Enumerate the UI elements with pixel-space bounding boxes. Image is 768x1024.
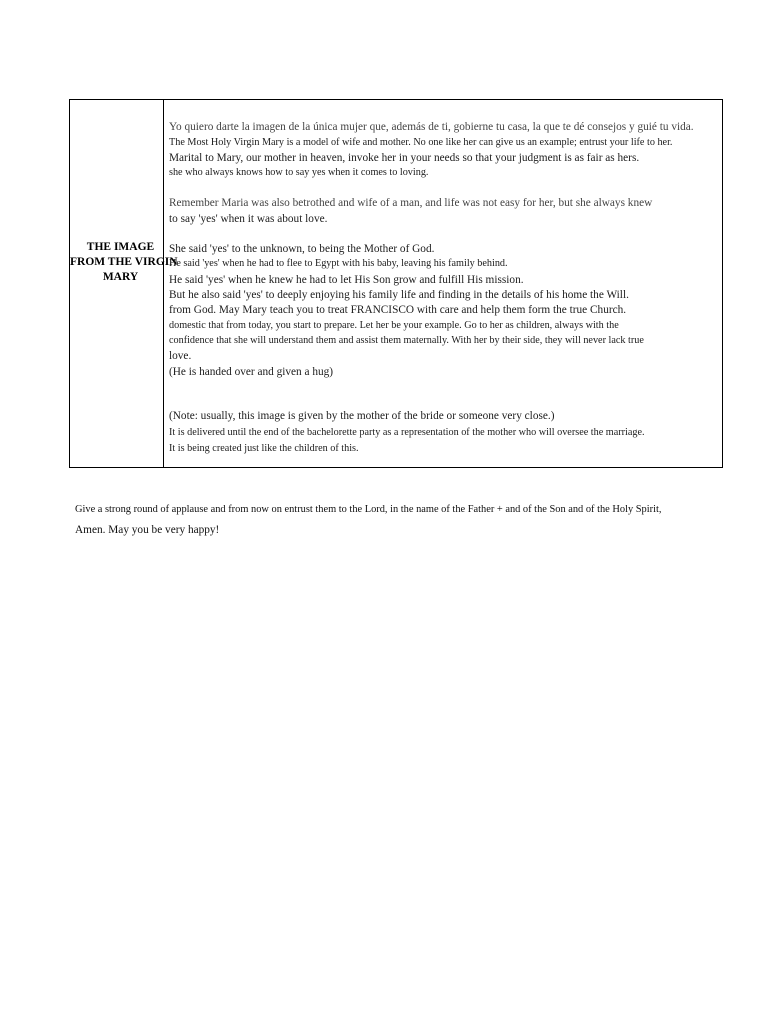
text-line: The Most Holy Virgin Mary is a model of wife and mother. No one like her can give us an example; entrust your life to her. xyxy=(169,137,673,148)
text-line: She said 'yes' to the unknown, to being the Mother of God. xyxy=(169,243,435,255)
text-line: Yo quiero darte la imagen de la única mujer que, además de ti, gobierne tu casa, la que te dé consejos y guié tu vida. xyxy=(169,121,694,133)
text-line: domestic that from today, you start to prepare. Let her be your example. Go to her as children, always with the xyxy=(169,320,619,331)
text-line: He said 'yes' when he had to flee to Egypt with his baby, leaving his family behind. xyxy=(169,258,508,269)
section-title xyxy=(70,240,178,285)
section-title-line: THE IMAGE xyxy=(86,241,155,253)
text-line: she who always knows how to say yes when it comes to loving. xyxy=(169,167,429,178)
closing-paragraph xyxy=(75,500,695,540)
text-line: (He is handed over and given a hug) xyxy=(169,366,334,378)
text-line: Remember Maria was also betrothed and wife of a man, and life was not easy for her, but she always knew xyxy=(169,197,653,209)
text-line: It is being created just like the children of this. xyxy=(169,443,359,454)
text-line: But he also said 'yes' to deeply enjoying his family life and finding in the details of his home the Will. xyxy=(169,289,629,301)
section-title-line: FROM THE VIRGIN xyxy=(70,256,178,268)
text-line: He said 'yes' when he knew he had to let His Son grow and fulfill His mission. xyxy=(169,274,524,286)
text-line: Marital to Mary, our mother in heaven, invoke her in your needs so that your judgment is as fair as hers. xyxy=(169,152,640,164)
text-line: It is delivered until the end of the bachelorette party as a representation of the mother who will oversee the marriage. xyxy=(169,427,645,438)
section-title-line: MARY xyxy=(102,271,139,283)
closing-line: Give a strong round of applause and from now on entrust them to the Lord, in the name of the Father + and of the Son and of the Holy Spirit, xyxy=(75,504,662,515)
text-line: love. xyxy=(169,350,192,362)
text-line: to say 'yes' when it was about love. xyxy=(169,213,328,225)
text-line: (Note: usually, this image is given by the mother of the bride or someone very close.) xyxy=(169,410,555,422)
table-right-cell xyxy=(164,100,722,467)
text-line: confidence that she will understand them and assist them maternally. With her by their side, they will never lack true xyxy=(169,335,644,346)
closing-line: Amen. May you be very happy! xyxy=(75,524,220,536)
table-left-cell xyxy=(70,100,178,467)
ceremony-table xyxy=(69,99,723,468)
text-line: from God. May Mary teach you to treat FRANCISCO with care and help them form the true Church. xyxy=(169,304,627,316)
